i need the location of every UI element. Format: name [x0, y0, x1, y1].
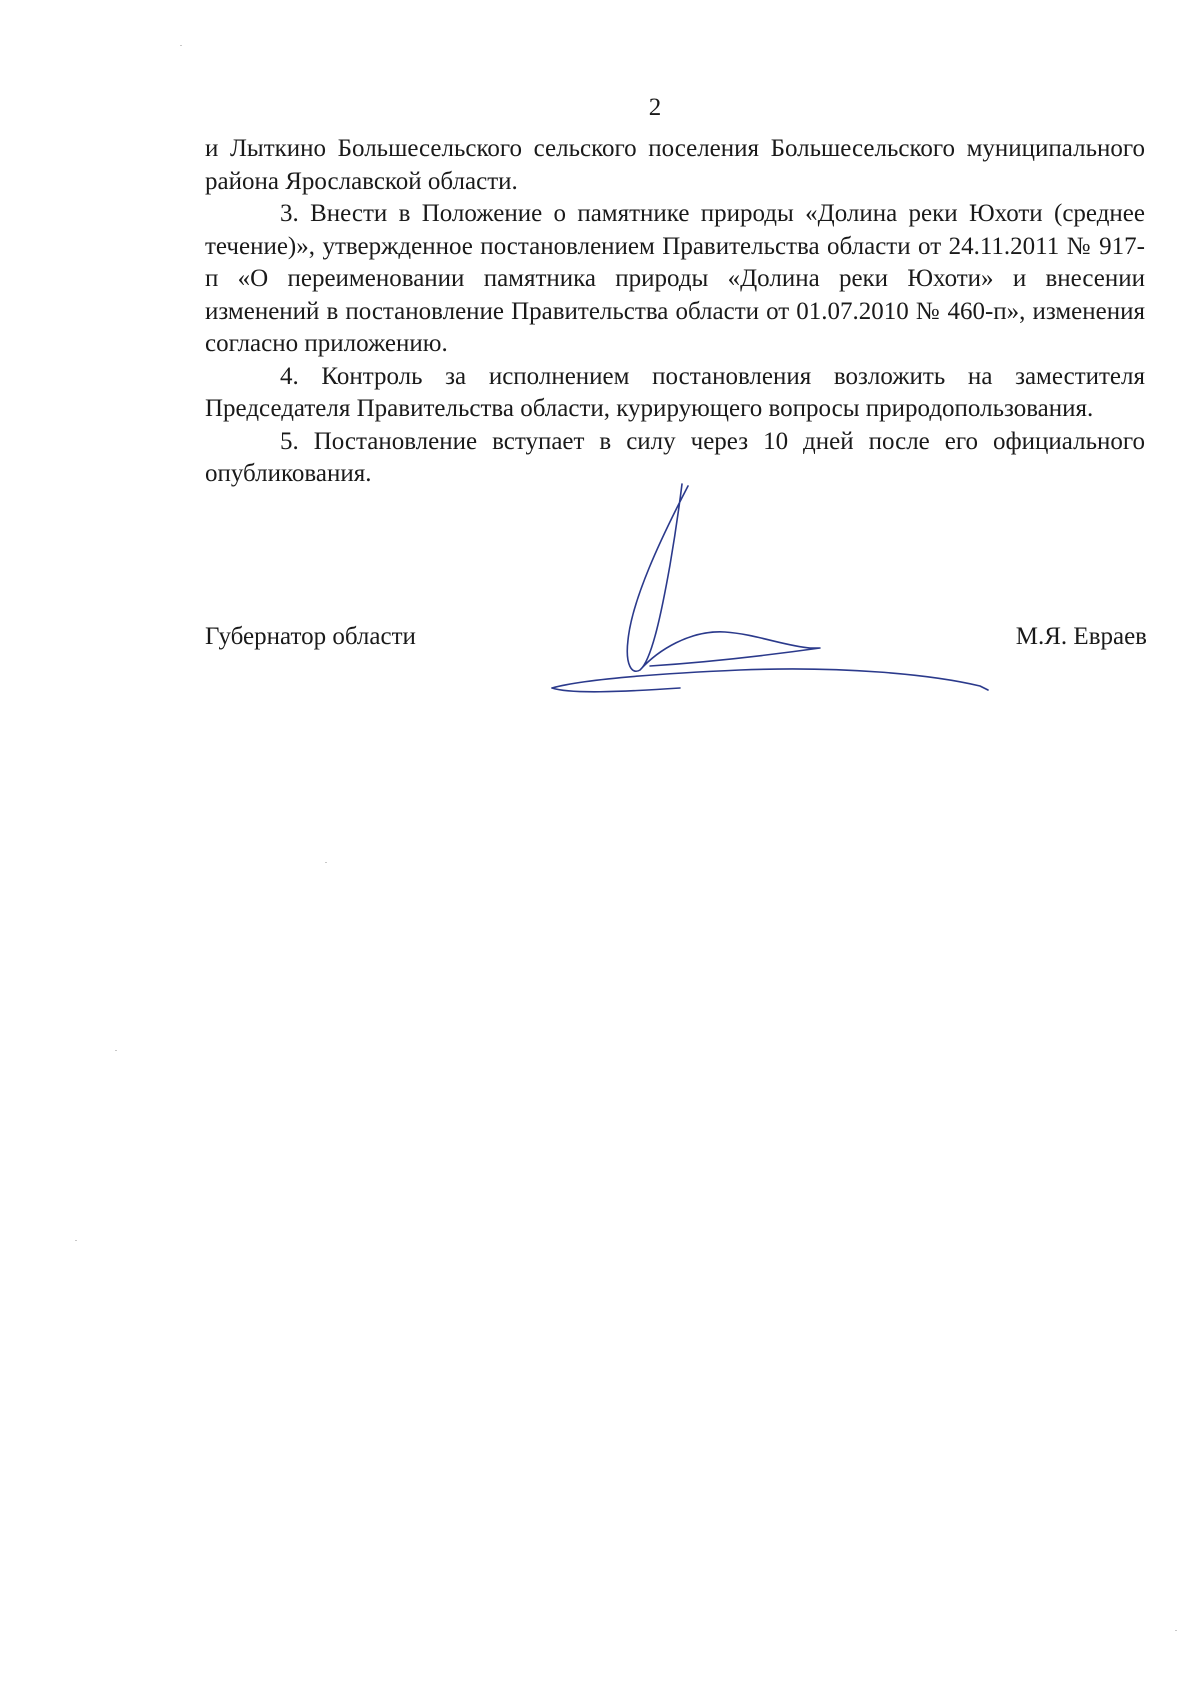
signer-name: М.Я. Евраев — [1015, 623, 1147, 650]
paragraph-item-3: 3. Внести в Положение о памятнике природы «Долина реки Юхоти (среднее течение)», утвержденное постановлением Правительства области от 24.11.2011 № 917-п «О переименовании памятника природы «Долина реки Юхоти» и внесении изменений в постановление Правительства области от 01.07.2010 № 460-п», изменения согласно приложению. — [205, 200, 1145, 357]
paragraph-continuation: и Лыткино Большесельского сельского поселения Большесельского муниципального района Ярославской области. — [205, 135, 1145, 195]
handwritten-signature — [540, 470, 1020, 720]
scan-speck — [180, 45, 182, 46]
page-number: 2 — [648, 94, 662, 121]
paragraph-item-5: 5. Постановление вступает в силу через 10 дней после его официального опубликования. — [205, 427, 1145, 487]
scan-speck — [325, 862, 327, 863]
paragraph-item-4: 4. Контроль за исполнением постановления возложить на заместителя Председателя Правительства области, курирующего вопросы природопользования. — [205, 362, 1145, 422]
signature-stroke-underline — [552, 669, 988, 692]
scan-speck — [75, 1240, 77, 1241]
document-body — [205, 133, 1145, 491]
signature-stroke-loop — [627, 484, 820, 671]
scan-speck — [1175, 1630, 1177, 1631]
scan-speck — [115, 1050, 117, 1051]
signer-title: Губернатор области — [205, 623, 416, 650]
